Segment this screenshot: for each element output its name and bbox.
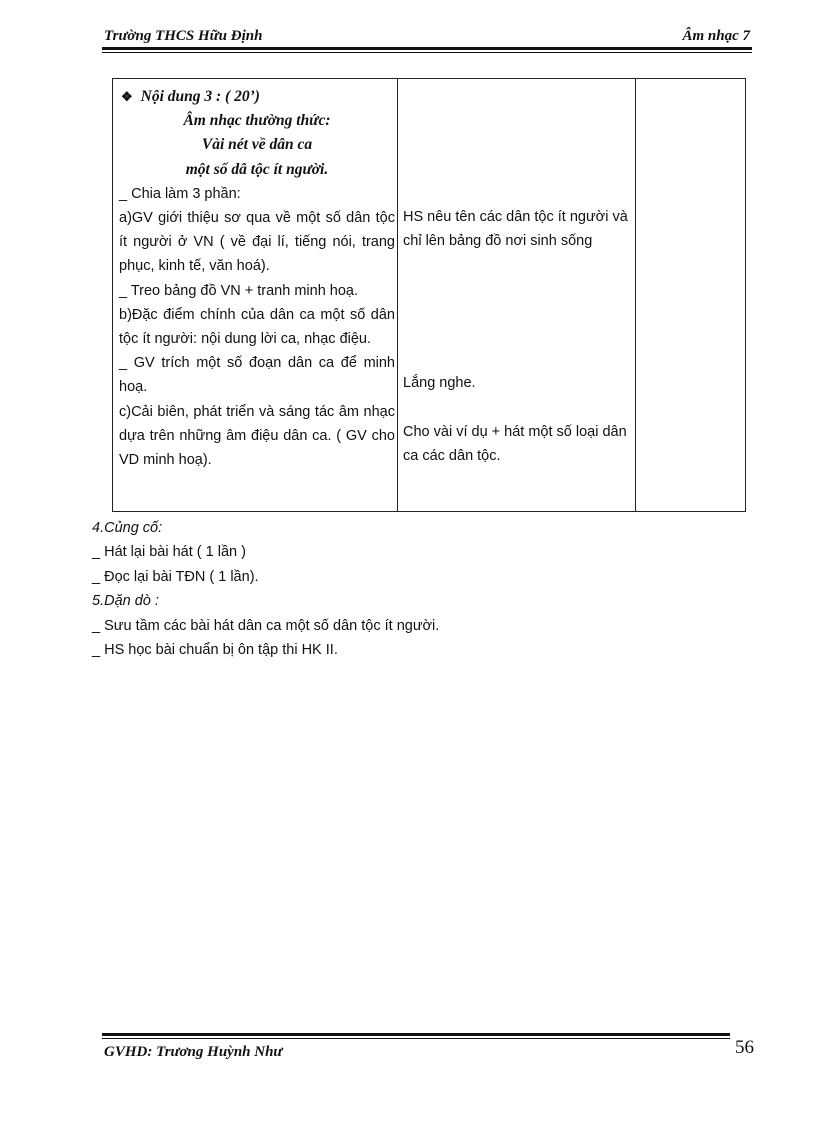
student-activity-1: HS nêu tên các dân tộc ít người và chỉ lên bảng đồ nơi sinh sống bbox=[403, 209, 628, 250]
consolidate-label: 4.Củng cố: bbox=[92, 520, 163, 536]
paragraph: _ Chia làm 3 phần: bbox=[119, 185, 241, 202]
consolidate-item: _ Hát lại bài hát ( 1 lần ) bbox=[92, 544, 246, 561]
paragraph: _ Treo bảng đồ VN + tranh minh hoạ. bbox=[119, 282, 359, 299]
homework-item: _ HS học bài chuẩn bị ôn tập thi HK II. bbox=[92, 642, 338, 659]
homework-item: _ Sưu tầm các bài hát dân ca một số dân tộc ít người. bbox=[92, 617, 440, 634]
subtitle-line: Vài nét về dân ca bbox=[201, 136, 313, 154]
subtitle-line: một số dâ tộc ít người. bbox=[185, 160, 329, 178]
footer-teacher: GVHD: Trương Huỳnh Như bbox=[104, 1044, 283, 1060]
homework-label: 5.Dặn dò : bbox=[92, 593, 159, 610]
paragraph: b)Đặc điểm chính của dân ca một số dân tộc ít người: nội dung lời ca, nhạc điệu. bbox=[119, 306, 395, 348]
paragraph: a)GV giới thiệu sơ qua về một số dân tộc ít người ở VN ( về đại lí, tiếng nói, trang phục, kinh tế, văn hoá). bbox=[119, 210, 395, 275]
footer-divider-thin bbox=[102, 1038, 730, 1039]
header-subject: Âm nhạc 7 bbox=[682, 28, 750, 44]
student-activity-3: Cho vài ví dụ + hát một số loại dân ca các dân tộc. bbox=[403, 424, 627, 465]
diamond-bullet-icon: ❖ bbox=[121, 89, 133, 104]
student-activity-2: Lắng nghe. bbox=[403, 375, 476, 391]
footer-divider bbox=[102, 1033, 730, 1036]
header-divider bbox=[102, 47, 752, 50]
column-divider bbox=[397, 79, 398, 511]
section-title: Nội dung 3 : ( 20’) bbox=[140, 88, 260, 105]
after-table-content bbox=[92, 516, 732, 662]
subtitle-line: Âm nhạc thường thức: bbox=[183, 112, 331, 130]
consolidate-item: _ Đọc lại bài TĐN ( 1 lần). bbox=[92, 568, 259, 585]
section-heading bbox=[119, 85, 395, 109]
paragraph: _ GV trích một số đoạn dân ca để minh hoạ. bbox=[119, 355, 395, 396]
header-divider-thin bbox=[102, 52, 752, 53]
page-number: 56 bbox=[735, 1037, 754, 1058]
lesson-table bbox=[112, 78, 746, 512]
header-school: Trường THCS Hữu Định bbox=[104, 28, 263, 44]
teacher-activity-column bbox=[119, 85, 395, 472]
paragraph: c)Cải biên, phát triển và sáng tác âm nhạc dựa trên những âm điệu dân ca. ( GV cho VD minh hoạ). bbox=[119, 403, 395, 469]
